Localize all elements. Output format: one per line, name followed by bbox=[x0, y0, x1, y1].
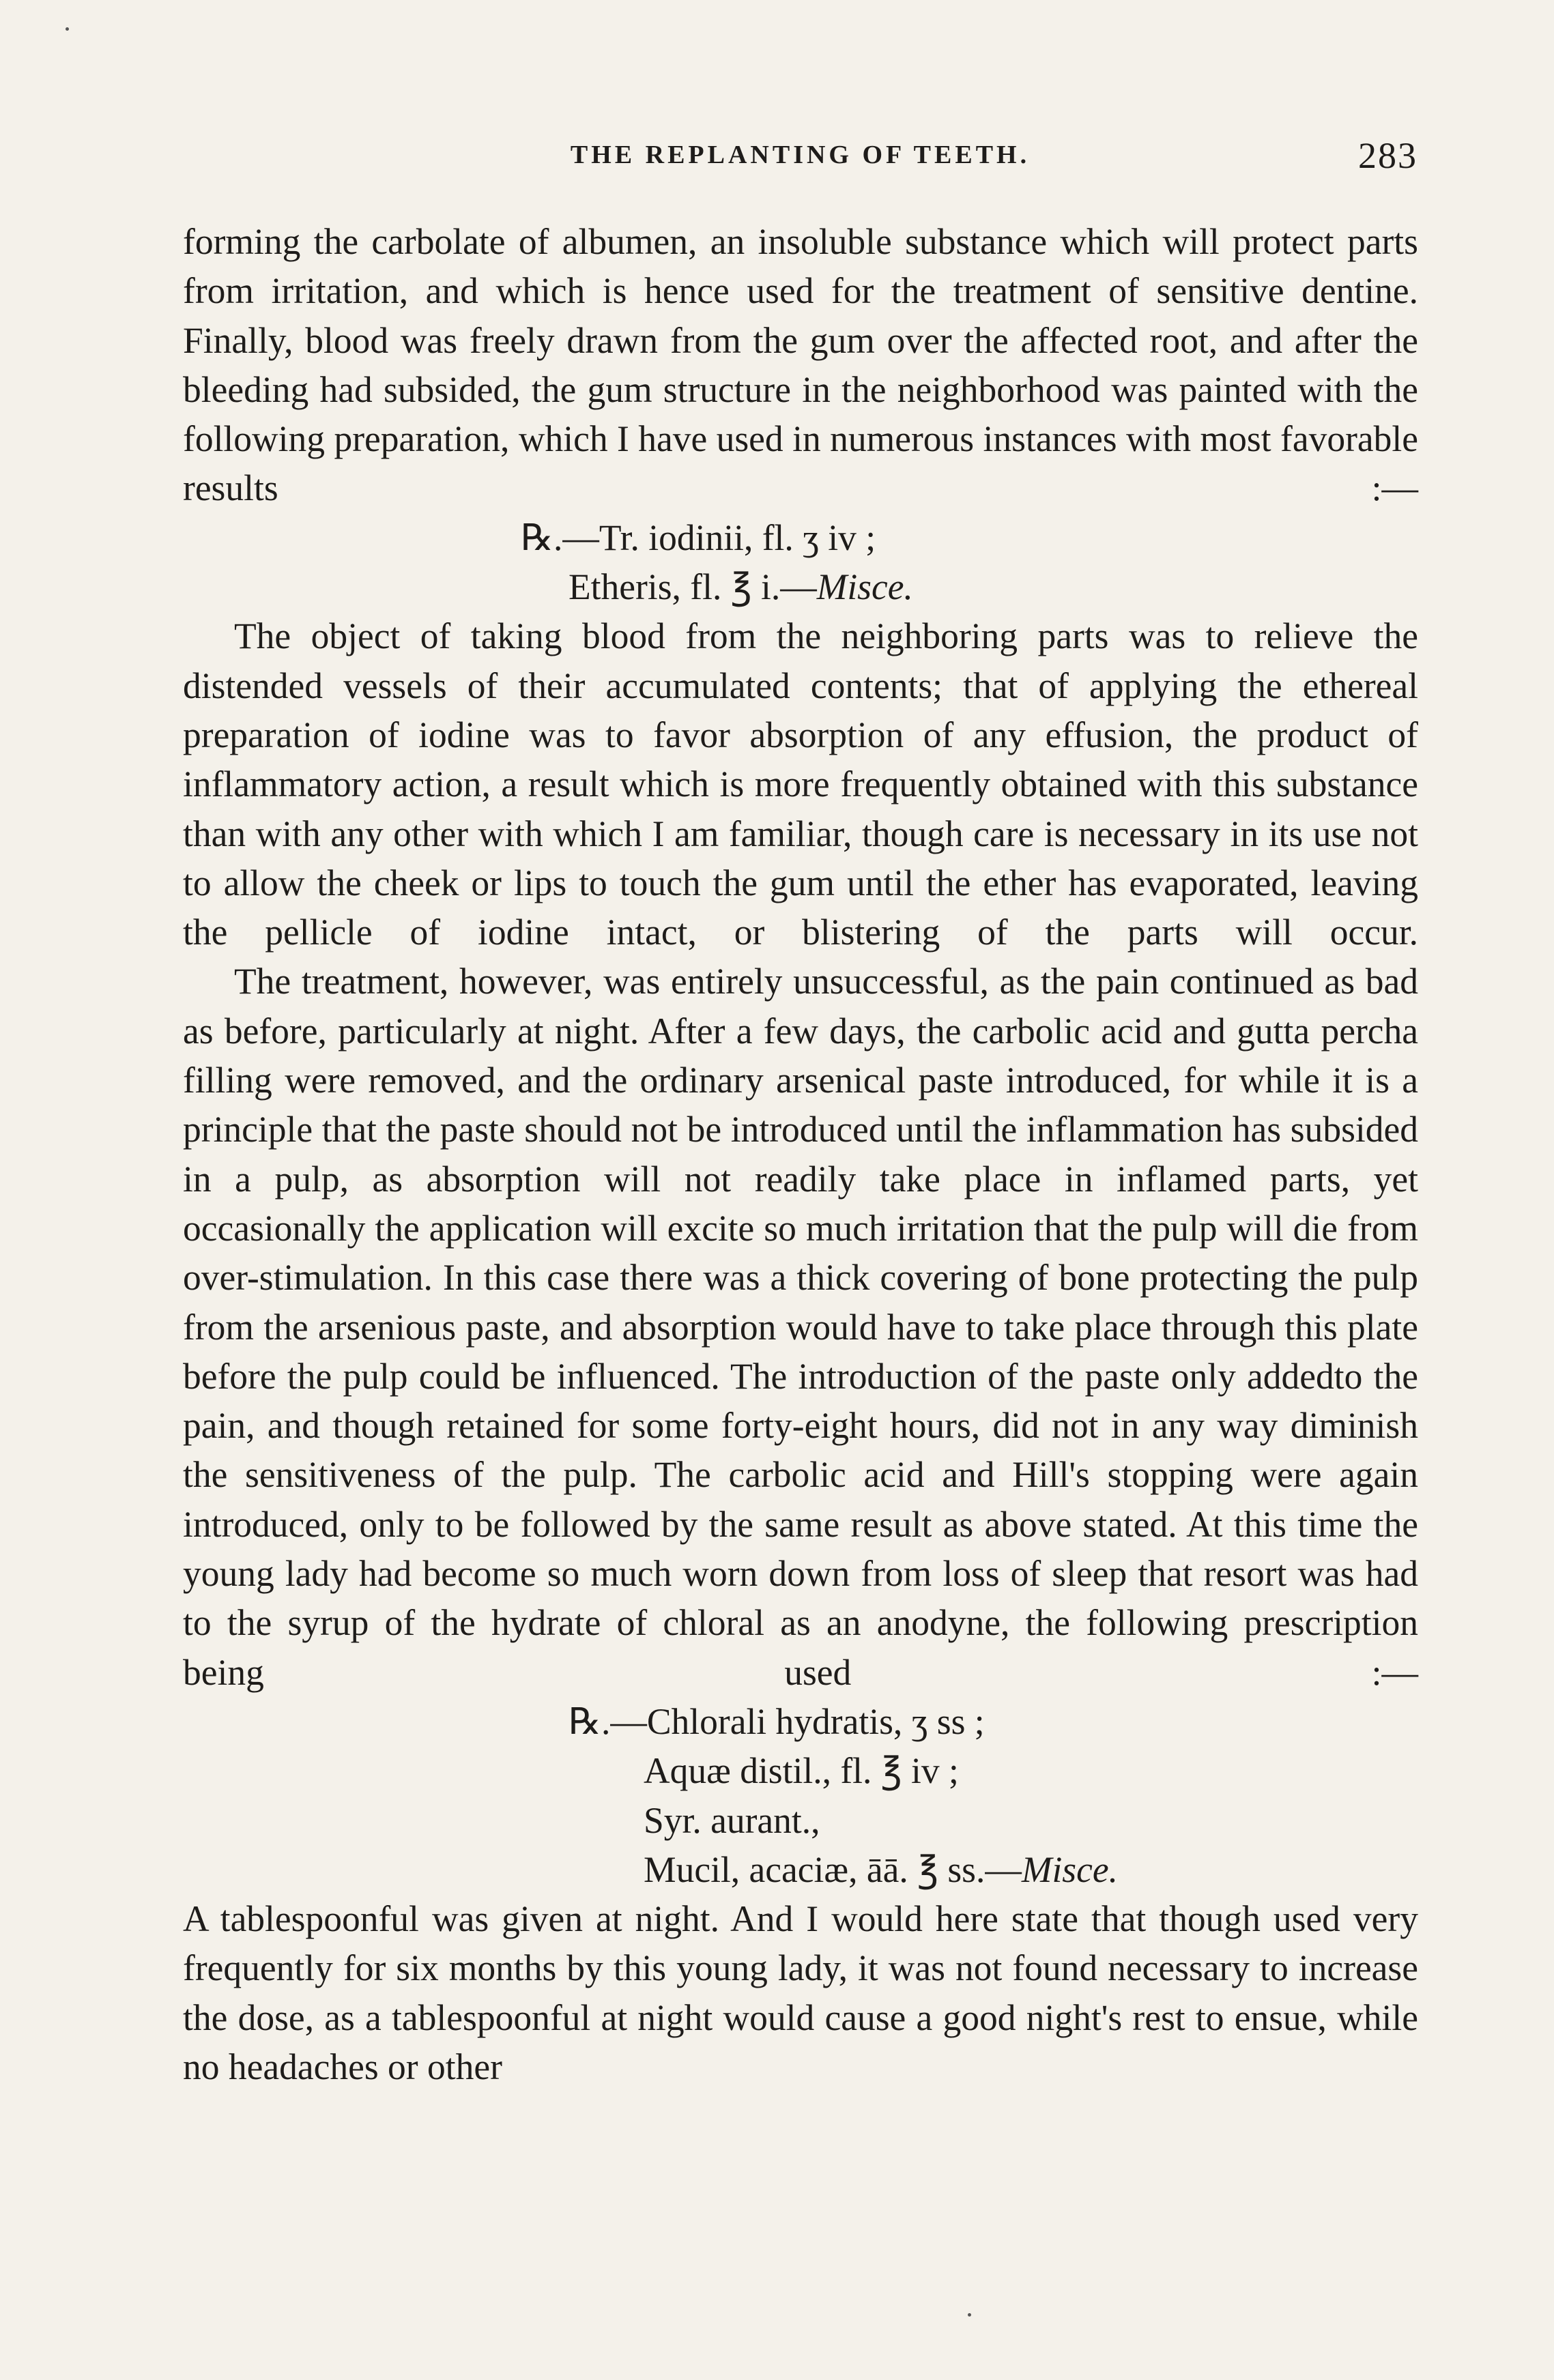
paragraph-2: The object of taking blood from the neighboring parts was to relieve the distended vessels of their accumulated contents; that of applying the ethereal preparation of iodine was to favor absorption of any effusion, the product of inflammatory action, a result which is more frequently obtained with this substance than with any other with which I am familiar, though care is necessary in its use not to allow the cheek or lips to touch the gum until the ether has evaporated, leaving the pellicle of iodine intact, or blistering of the parts will occur. bbox=[183, 615, 1418, 953]
misce-label: Misce. bbox=[1021, 1848, 1118, 1890]
prescription-2-line-3: Syr. aurant., bbox=[644, 1799, 820, 1841]
paper-speck bbox=[968, 2313, 971, 2317]
running-title: THE REPLANTING OF TEETH. bbox=[570, 141, 1031, 169]
prescription-1-line-2 bbox=[183, 562, 1418, 611]
running-head bbox=[183, 135, 1418, 181]
body-text bbox=[183, 217, 1418, 2091]
prescription-1-line-1: ℞.—Tr. iodinii, fl. ʒ iv ; bbox=[521, 517, 876, 558]
prescription-1-line-2-text: Etheris, fl. ℥ i.— bbox=[569, 566, 817, 608]
prescription-2-line-2: Aquæ distil., fl. ℥ iv ; bbox=[644, 1750, 959, 1792]
paragraph-3: The treatment, however, was entirely unsuccessful, as the pain continued as bad as before, particularly at night. After a few days, the carbolic acid and gutta percha filling were removed, and the ordinary arsenical paste introduced, for while it is a principle that the paste should not be introduced until the inflammation has subsided in a pulp, as absorption will not readily take place in inflamed parts, yet occasionally the application will excite so much irritation that the pulp will die from over-stimulation. In this case there was a thick covering of bone protecting the pulp from the arsenious paste, and absorption would have to take place through this plate before the pulp could be influenced. The introduction of the paste only addedto the pain, and though retained for some forty-eight hours, did not in any way diminish the sensitiveness of the pulp. The carbolic acid and Hill's stopping were again introduced, only to be followed by the same result as above stated. At this time the young lady had become so much worn down from loss of sleep that resort was had to the syrup of the hydrate of chloral as an anodyne, the following prescription being used :— bbox=[183, 961, 1418, 1693]
paragraph-4: A tablespoonful was given at night. And I would here state that though used very frequently for six months by this young lady, it was not found necessary to increase the dose, as a tablespoonful at night would cause a good night's rest to ensue, while no headaches or other bbox=[183, 1898, 1418, 2087]
prescription-2-line-1: ℞.—Chlorali hydratis, ʒ ss ; bbox=[569, 1700, 985, 1742]
page-number: 283 bbox=[1358, 135, 1418, 176]
prescription-2-line-4 bbox=[183, 1845, 1418, 1894]
prescription-2-line-4-text: Mucil, acaciæ, āā. ℥ ss.— bbox=[644, 1848, 1022, 1890]
paragraph-1: forming the carbolate of albumen, an insoluble substance which will protect parts from irritation, and which is hence used for the treatment of sensitive dentine. Finally, blood was freely drawn from the gum over the affected root, and after the bleeding had subsided, the gum structure in the neighborhood was painted with the following preparation, which I have used in numerous instances with most favorable results :— bbox=[183, 221, 1418, 509]
paper-speck bbox=[66, 27, 69, 31]
misce-label: Misce. bbox=[816, 566, 913, 608]
